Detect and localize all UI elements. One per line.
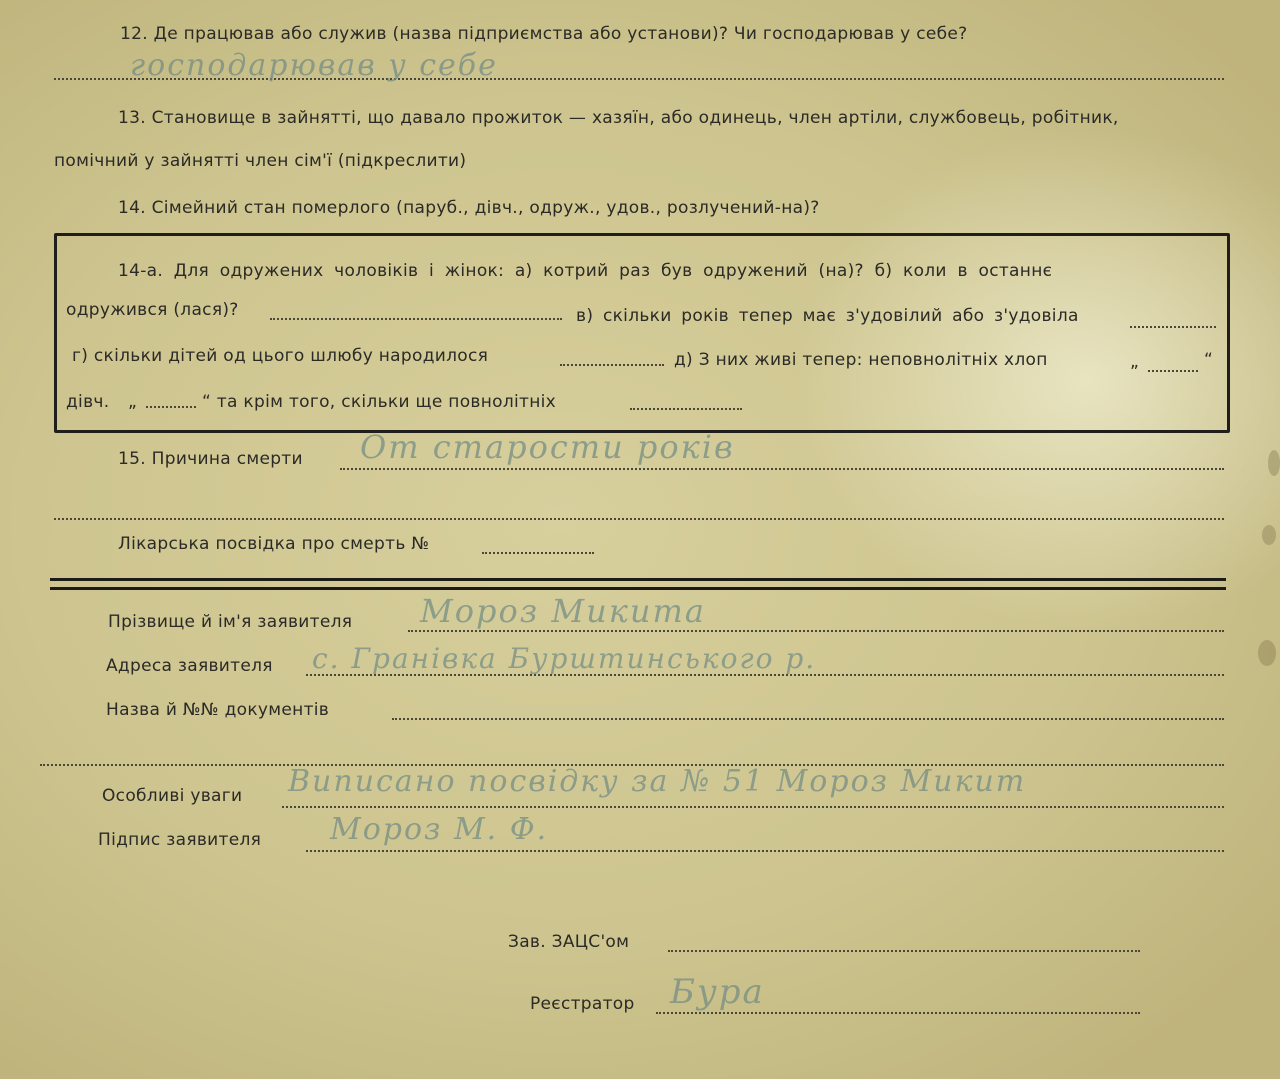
registrar-signature: Бура bbox=[670, 972, 765, 1012]
q15-extra-line bbox=[54, 518, 1224, 520]
q14-question: 14. Сімейний стан померлого (паруб., дівч., одруж., удов., розлучений-на)? bbox=[118, 198, 820, 218]
q14a-line2b: в) скільки років тепер має з'удовілий або з'удовіла bbox=[576, 306, 1079, 326]
q14a-line3-open-quote: „ bbox=[1130, 352, 1140, 372]
certificate-number-field bbox=[482, 552, 594, 554]
notes-line bbox=[282, 806, 1224, 808]
q14a-line4a: дівч. bbox=[66, 392, 110, 412]
registrar-label: Реєстратор bbox=[530, 994, 635, 1014]
applicant-name-line bbox=[408, 630, 1224, 632]
q14a-line3b: д) З них живі тепер: неповнолітніх хлоп bbox=[674, 350, 1048, 370]
q13-line2: помічний у зайнятті член сім'ї (підкреслити) bbox=[54, 151, 467, 171]
section-divider-top bbox=[50, 578, 1226, 581]
q12-question: 12. Де працював або служив (назва підприємства або установи)? Чи господарював у себе? bbox=[120, 24, 968, 44]
head-label: Зав. ЗАЦС'ом bbox=[508, 932, 630, 952]
applicant-name-value: Мороз Микита bbox=[420, 592, 706, 630]
q15-handwritten-answer: От старости років bbox=[360, 428, 735, 466]
paper-stain bbox=[1268, 450, 1280, 476]
head-signature-line bbox=[668, 950, 1140, 952]
applicant-documents-line bbox=[392, 718, 1224, 720]
q12-handwritten-answer: господарював у себе bbox=[130, 48, 498, 83]
certificate-label: Лікарська посвідка про смерть № bbox=[118, 534, 430, 554]
applicant-name-label: Прізвище й ім'я заявителя bbox=[108, 612, 353, 632]
q14a-line4b: “ та крім того, скільки ще повнолітніх bbox=[202, 392, 557, 412]
signature-line bbox=[306, 850, 1224, 852]
q14a-boys-field bbox=[1148, 370, 1198, 372]
notes-label: Особливі уваги bbox=[102, 786, 243, 806]
q14a-line3-close-quote: “ bbox=[1204, 350, 1214, 370]
q14a-widow-field bbox=[1130, 326, 1216, 328]
q14a-adults-field bbox=[630, 408, 742, 410]
q14a-girls-field bbox=[146, 406, 196, 408]
notes-value: Виписано посвідку за № 51 Мороз Микит bbox=[288, 764, 1027, 799]
q14a-children-field bbox=[560, 364, 664, 366]
applicant-documents-label: Назва й №№ документів bbox=[106, 700, 330, 720]
q15-answer-line bbox=[340, 468, 1224, 470]
paper-stain bbox=[1258, 640, 1276, 666]
q14a-line1: 14-а. Для одружених чоловіків і жінок: а) котрий раз був одружений (на)? б) коли в останнє bbox=[118, 261, 1053, 281]
signature-label: Підпис заявителя bbox=[98, 830, 262, 850]
signature-value: Мороз М. Ф. bbox=[330, 812, 549, 847]
q13-line1: 13. Становище в зайнятті, що давало прожиток — хазяїн, або одинець, член артіли, службовець, робітник, bbox=[118, 108, 1119, 128]
applicant-address-value: с. Гранівка Бурштинського р. bbox=[312, 642, 817, 675]
registrar-signature-line bbox=[656, 1012, 1140, 1014]
q14a-line3a: г) скільки дітей од цього шлюбу народилося bbox=[72, 346, 489, 366]
q14a-line2-field bbox=[270, 318, 562, 320]
applicant-address-label: Адреса заявителя bbox=[106, 656, 273, 676]
q14a-line2a: одружився (лася)? bbox=[66, 300, 239, 320]
section-divider-bottom bbox=[50, 587, 1226, 590]
paper-stain bbox=[1262, 525, 1276, 545]
q14a-line4-open-quote: „ bbox=[128, 392, 138, 412]
q15-label: 15. Причина смерти bbox=[118, 449, 303, 469]
